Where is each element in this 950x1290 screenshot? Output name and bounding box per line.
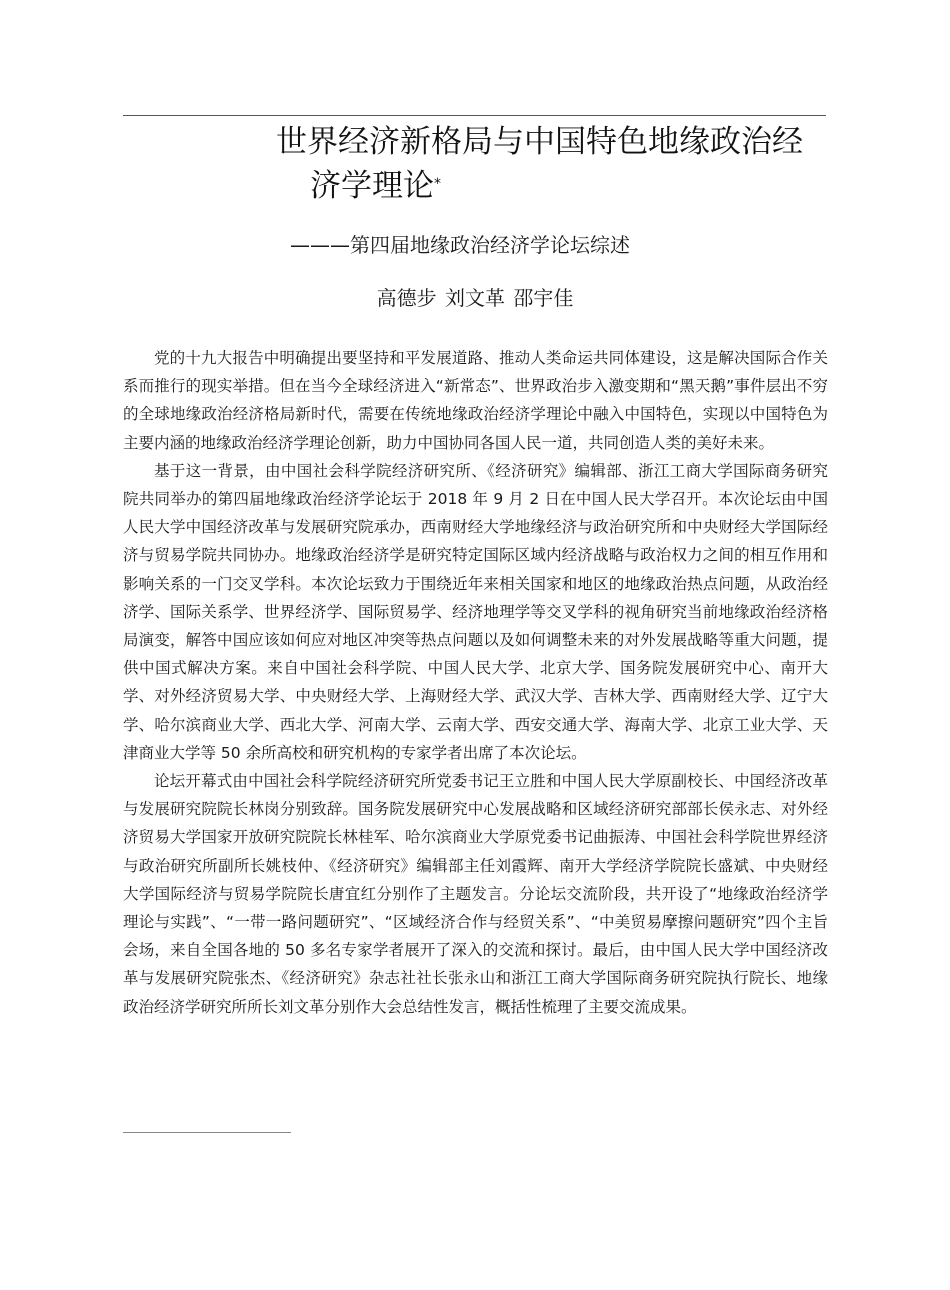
paragraph-3: 论坛开幕式由中国社会科学院经济研究所党委书记王立胜和中国人民大学原副校长、中国经济改革与发展研究院院长林岗分别致辞。国务院发展研究中心发展战略和区域经济研究部部长侯永志、对外经济贸易大学国家开放研究院院长林桂军、哈尔滨商业大学原党委书记曲振涛、中国社会科学院世界经济与政治研究所副所长姚枝仲、《经济研究》编辑部主任刘霞辉、南开大学经济学院院长盛斌、中央财经大学国际经济与贸易学院院长唐宜红分别作了主题发言。分论坛交流阶段，共开设了“地缘政治经济学理论与实践”、“一带一路问题研究”、“区域经济合作与经贸关系”、“中美贸易摩擦问题研究”四个主旨会场，来自全国各地的 50 多名专家学者展开了深入的交流和探讨。最后，由中国人民大学中国经济改革与发展研究院张杰、《经济研究》杂志社社长张永山和浙江工商大学国际商务研究院执行院长、地缘政治经济学研究所所长刘文革分别作大会总结性发言，概括性梳理了主要交流成果。 [123, 772, 828, 1016]
paragraph-2: 基于这一背景，由中国社会科学院经济研究所、《经济研究》编辑部、浙江工商大学国际商务研究院共同举办的第四届地缘政治经济学论坛于 2018 年 9 月 2 日在中国人民大学召开。本次论坛由中国人民大学中国经济改革与发展研究院承办，西南财经大学地缘经济与政治研究所和中央财经大学国际经济与贸易学院共同协办。地缘政治经济学是研究特定国际区域内经济战略与政治权力之间的相互作用和影响关系的一门交叉学科。本次论坛致力于围绕近年来相关国家和地区的地缘政治热点问题，从政治经济学、国际关系学、世界经济学、国际贸易学、经济地理学等交叉学科的视角研究当前地缘政治经济格局演变，解答中国应该如何应对地区冲突等热点问题以及如何调整未来的对外发展战略等重大问题，提供中国式解决方案。来自中国社会科学院、中国人民大学、北京大学、国务院发展研究中心、南开大学、对外经济贸易大学、中央财经大学、上海财经大学、武汉大学、吉林大学、西南财经大学、辽宁大学、哈尔滨商业大学、西北大学、河南大学、云南大学、西安交通大学、海南大学、北京工业大学、天津商业大学等 50 余所高校和研究机构的专家学者出席了本次论坛。 [123, 461, 828, 762]
paper-title [276, 120, 836, 208]
paper-subtitle: ———第四届地缘政治经济学论坛综述 [290, 233, 630, 257]
title-footnote-mark: * [434, 176, 441, 192]
title-line-2 [276, 164, 836, 208]
paragraph-1: 党的十九大报告中明确提出要坚持和平发展道路、推动人类命运共同体建设，这是解决国际合作关系而推行的现实举措。但在当今全球经济进入“新常态”、世界政治步入激变期和“黑天鹅”事件层出不穷的全球地缘政治经济格局新时代，需要在传统地缘政治经济学理论中融入中国特色，实现以中国特色为主要内涵的地缘政治经济学理论创新，助力中国协同各国人民一道，共同创造人类的美好未来。 [123, 349, 828, 452]
title-line-1: 世界经济新格局与中国特色地缘政治经 [276, 124, 803, 160]
author-list: 高德步 刘文革 邵宇佳 [376, 286, 574, 310]
title-line-2-text: 济学理论 [310, 168, 434, 204]
footnote-separator [123, 1132, 291, 1133]
article-body [123, 344, 828, 1021]
header-rule [123, 115, 826, 116]
